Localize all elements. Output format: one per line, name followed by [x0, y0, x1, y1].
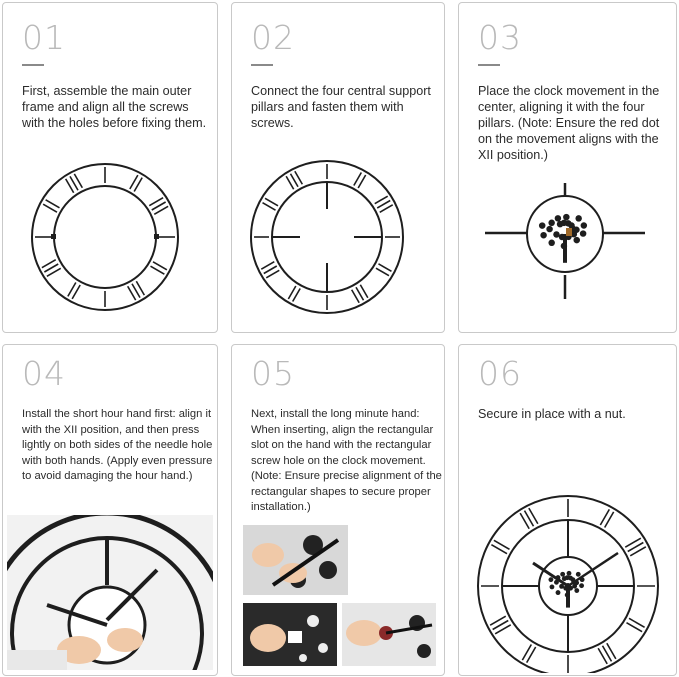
step-card-6: [458, 344, 677, 676]
minute-hand-photo-3: [342, 603, 436, 666]
step-card-5: [231, 344, 445, 676]
clock-pillars-icon: [248, 159, 406, 315]
step-text: Install the short hour hand first: align it with the XII position, and then press lightly on both sides of the needle hole with both hands. (Apply even pressure to avoid damaging the hour hand.): [22, 408, 213, 482]
step-text: Next, install the long minute hand: When inserting, align the rectangular slot on the hand with the rectangular screw hole on the clock movement.(Note: Ensure precise alignment of the rectangular shapes to secure proper installation.): [251, 408, 442, 513]
step-number: 06: [478, 354, 522, 393]
step-number: 04: [22, 354, 66, 393]
step-number: 05: [251, 354, 295, 393]
clock-frame-icon: [27, 161, 183, 313]
step-card-3: [458, 2, 677, 333]
step-divider: [22, 64, 44, 66]
step-card-2: [231, 2, 445, 333]
finished-clock-icon: [475, 493, 661, 673]
step-number: 01: [22, 18, 66, 57]
minute-hand-photo-1: [243, 525, 348, 595]
minute-hand-photo-2: [243, 603, 337, 666]
step-divider: [251, 64, 273, 66]
step-card-1: [2, 2, 218, 333]
step-number: 03: [478, 18, 522, 57]
step-divider: [478, 64, 500, 66]
step-text: Secure in place with a nut.: [478, 407, 626, 421]
hour-hand-photo: [7, 515, 213, 670]
step-text: Place the clock movement in the center, aligning it with the four pillars. (Note: Ensure the red dot on the movement aligns with the XII position.): [478, 84, 660, 162]
clock-movement-icon: [483, 181, 647, 301]
step-number: 02: [251, 18, 295, 57]
step-text: First, assemble the main outer frame and align all the screws with the holes before fixing them.: [22, 84, 207, 130]
step-text: Connect the four central support pillars and fasten them with screws.: [251, 84, 431, 130]
step-card-4: [2, 344, 218, 676]
